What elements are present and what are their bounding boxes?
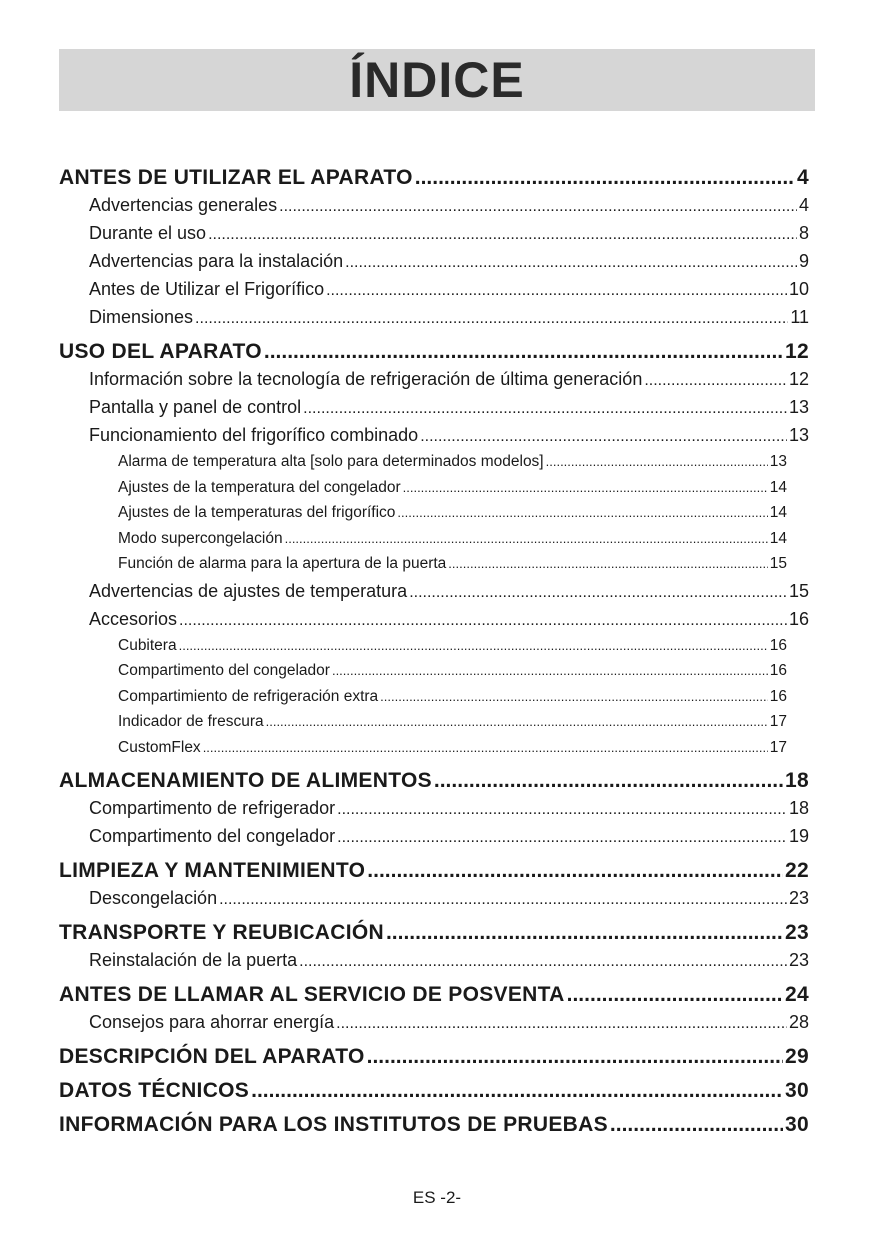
toc-entry-label: LIMPIEZA Y MANTENIMIENTO bbox=[59, 859, 366, 882]
table-of-contents bbox=[59, 166, 809, 1142]
toc-item-row[interactable] bbox=[59, 453, 809, 479]
toc-section-row[interactable] bbox=[59, 1079, 809, 1108]
toc-entry-page: 15 bbox=[788, 580, 809, 601]
toc-entry-label: Compartimento del congelador bbox=[118, 662, 330, 679]
toc-entry-label: INFORMACIÓN PARA LOS INSTITUTOS DE PRUEBAS bbox=[59, 1113, 608, 1136]
toc-subsection-row[interactable] bbox=[59, 307, 809, 335]
toc-section-row[interactable] bbox=[59, 340, 809, 369]
toc-entry-label: Ajustes de la temperatura del congelador bbox=[118, 478, 401, 496]
toc-dot-leader bbox=[380, 689, 768, 704]
toc-entry-page: 29 bbox=[785, 1045, 809, 1068]
toc-entry-page: 18 bbox=[788, 798, 809, 818]
toc-subsection-row[interactable] bbox=[59, 581, 809, 609]
toc-entry-page: 28 bbox=[788, 1012, 809, 1032]
toc-entry-page: 9 bbox=[798, 251, 809, 271]
toc-subsection-row[interactable] bbox=[59, 251, 809, 279]
toc-item-row[interactable] bbox=[59, 662, 809, 688]
toc-section-row[interactable] bbox=[59, 921, 809, 950]
toc-entry-page: 16 bbox=[769, 636, 787, 654]
toc-dot-leader bbox=[337, 829, 787, 847]
toc-dot-leader bbox=[179, 638, 768, 653]
toc-entry-label: Cubitera bbox=[118, 636, 177, 654]
toc-entry-page: 16 bbox=[769, 687, 787, 705]
toc-dot-leader bbox=[567, 983, 783, 1007]
toc-entry-page: 23 bbox=[788, 950, 809, 970]
toc-entry-page: 4 bbox=[798, 195, 809, 215]
toc-entry-page: 14 bbox=[769, 478, 787, 496]
toc-subsection-row[interactable] bbox=[59, 279, 809, 307]
toc-entry-label: Accesorios bbox=[89, 608, 178, 629]
toc-dot-leader bbox=[420, 428, 787, 446]
toc-entry-page: 16 bbox=[788, 608, 809, 629]
toc-item-row[interactable] bbox=[59, 688, 809, 714]
toc-dot-leader bbox=[415, 166, 795, 190]
toc-dot-leader bbox=[251, 1079, 783, 1103]
toc-entry-label: Descongelación bbox=[89, 888, 218, 908]
toc-dot-leader bbox=[409, 584, 787, 602]
toc-dot-leader bbox=[264, 340, 783, 364]
toc-entry-page: 30 bbox=[785, 1079, 809, 1102]
toc-dot-leader bbox=[403, 480, 768, 495]
toc-subsection-row[interactable] bbox=[59, 397, 809, 425]
toc-entry-page: 15 bbox=[769, 555, 787, 572]
toc-section-row[interactable] bbox=[59, 769, 809, 798]
toc-entry-page: 8 bbox=[798, 223, 809, 243]
toc-entry-page: 13 bbox=[788, 397, 809, 417]
toc-entry-label: ALMACENAMIENTO DE ALIMENTOS bbox=[59, 769, 432, 792]
toc-entry-label: Información sobre la tecnología de refrigeración de última generación bbox=[89, 369, 643, 389]
toc-dot-leader bbox=[367, 859, 783, 883]
toc-dot-leader bbox=[448, 556, 767, 571]
toc-dot-leader bbox=[303, 400, 787, 418]
toc-subsection-row[interactable] bbox=[59, 1012, 809, 1040]
toc-entry-page: 12 bbox=[788, 369, 809, 389]
toc-entry-page: 4 bbox=[797, 166, 809, 189]
toc-dot-leader bbox=[610, 1113, 783, 1137]
toc-entry-label: Durante el uso bbox=[89, 223, 207, 243]
toc-entry-page: 10 bbox=[788, 279, 809, 299]
toc-entry-page: 19 bbox=[788, 826, 809, 846]
toc-dot-leader bbox=[337, 801, 787, 819]
toc-entry-page: 13 bbox=[769, 453, 787, 470]
toc-item-row[interactable] bbox=[59, 739, 809, 765]
toc-entry-label: Advertencias de ajustes de temperatura bbox=[89, 580, 408, 601]
toc-subsection-row[interactable] bbox=[59, 888, 809, 916]
toc-entry-label: DATOS TÉCNICOS bbox=[59, 1079, 250, 1102]
toc-entry-page: 22 bbox=[785, 859, 809, 882]
toc-subsection-row[interactable] bbox=[59, 609, 809, 637]
toc-dot-leader bbox=[386, 921, 783, 945]
toc-entry-page: 24 bbox=[785, 983, 809, 1006]
toc-entry-label: Funcionamiento del frigorífico combinado bbox=[89, 425, 419, 445]
toc-entry-label: Indicador de frescura bbox=[118, 713, 264, 730]
toc-item-row[interactable] bbox=[59, 637, 809, 663]
toc-entry-label: TRANSPORTE Y REUBICACIÓN bbox=[59, 921, 384, 944]
toc-section-row[interactable] bbox=[59, 983, 809, 1012]
toc-dot-leader bbox=[546, 454, 768, 469]
toc-dot-leader bbox=[299, 953, 787, 971]
toc-dot-leader bbox=[332, 663, 768, 678]
toc-entry-label: Compartimiento de refrigeración extra bbox=[118, 687, 379, 705]
toc-entry-page: 14 bbox=[769, 504, 787, 521]
page-title: ÍNDICE bbox=[349, 52, 525, 108]
toc-dot-leader bbox=[336, 1015, 787, 1033]
toc-entry-label: Función de alarma para la apertura de la puerta bbox=[118, 555, 447, 572]
toc-item-row[interactable] bbox=[59, 555, 809, 581]
toc-entry-label: Advertencias generales bbox=[89, 195, 278, 215]
toc-dot-leader bbox=[434, 769, 783, 793]
toc-entry-label: Compartimento del congelador bbox=[89, 826, 336, 846]
toc-entry-label: Pantalla y panel de control bbox=[89, 397, 302, 417]
toc-entry-page: 17 bbox=[769, 738, 787, 756]
toc-subsection-row[interactable] bbox=[59, 223, 809, 251]
toc-entry-label: CustomFlex bbox=[118, 738, 201, 756]
toc-entry-page: 11 bbox=[790, 307, 809, 327]
toc-dot-leader bbox=[266, 714, 768, 729]
toc-entry-page: 23 bbox=[788, 888, 809, 908]
toc-dot-leader bbox=[326, 282, 787, 300]
toc-item-row[interactable] bbox=[59, 530, 809, 556]
toc-entry-label: Advertencias para la instalación bbox=[89, 251, 344, 271]
toc-dot-leader bbox=[208, 226, 797, 244]
toc-dot-leader bbox=[285, 531, 768, 546]
toc-subsection-row[interactable] bbox=[59, 798, 809, 826]
toc-entry-label: ANTES DE LLAMAR AL SERVICIO DE POSVENTA bbox=[59, 983, 565, 1006]
toc-entry-label: Antes de Utilizar el Frigorífico bbox=[89, 279, 325, 299]
toc-dot-leader bbox=[367, 1045, 783, 1069]
toc-dot-leader bbox=[397, 505, 767, 520]
toc-entry-label: USO DEL APARATO bbox=[59, 340, 262, 363]
toc-entry-label: Reinstalación de la puerta bbox=[89, 950, 298, 970]
toc-dot-leader bbox=[644, 372, 787, 390]
toc-subsection-row[interactable] bbox=[59, 425, 809, 453]
toc-entry-label: Alarma de temperatura alta [solo para determinados modelos] bbox=[118, 453, 544, 470]
toc-entry-page: 30 bbox=[785, 1113, 809, 1136]
toc-item-row[interactable] bbox=[59, 713, 809, 739]
toc-section-row[interactable] bbox=[59, 166, 809, 195]
toc-entry-page: 12 bbox=[785, 340, 809, 363]
toc-dot-leader bbox=[203, 740, 768, 755]
toc-subsection-row[interactable] bbox=[59, 369, 809, 397]
toc-dot-leader bbox=[345, 254, 797, 272]
toc-entry-label: Dimensiones bbox=[89, 307, 194, 327]
toc-section-row[interactable] bbox=[59, 859, 809, 888]
toc-section-row[interactable] bbox=[59, 1113, 809, 1142]
toc-dot-leader bbox=[179, 612, 787, 630]
toc-subsection-row[interactable] bbox=[59, 950, 809, 978]
toc-entry-page: 13 bbox=[788, 425, 809, 445]
toc-entry-label: Consejos para ahorrar energía bbox=[89, 1012, 335, 1032]
toc-section-row[interactable] bbox=[59, 1045, 809, 1074]
page-number: ES -2- bbox=[412, 1188, 462, 1207]
toc-entry-page: 18 bbox=[785, 769, 809, 792]
toc-entry-label: DESCRIPCIÓN DEL APARATO bbox=[59, 1045, 365, 1068]
toc-entry-page: 16 bbox=[769, 662, 787, 679]
toc-dot-leader bbox=[279, 198, 797, 216]
toc-dot-leader bbox=[219, 891, 787, 909]
toc-entry-page: 17 bbox=[769, 713, 787, 730]
toc-entry-label: Ajustes de la temperaturas del frigorífico bbox=[118, 504, 396, 521]
toc-item-row[interactable] bbox=[59, 479, 809, 505]
toc-dot-leader bbox=[195, 310, 788, 328]
toc-subsection-row[interactable] bbox=[59, 195, 809, 223]
title-banner bbox=[59, 49, 815, 111]
toc-item-row[interactable] bbox=[59, 504, 809, 530]
toc-entry-label: Compartimento de refrigerador bbox=[89, 798, 336, 818]
toc-entry-label: Modo supercongelación bbox=[118, 529, 283, 547]
toc-entry-label: ANTES DE UTILIZAR EL APARATO bbox=[59, 166, 413, 189]
toc-entry-page: 23 bbox=[785, 921, 809, 944]
toc-subsection-row[interactable] bbox=[59, 826, 809, 854]
toc-entry-page: 14 bbox=[769, 529, 787, 547]
